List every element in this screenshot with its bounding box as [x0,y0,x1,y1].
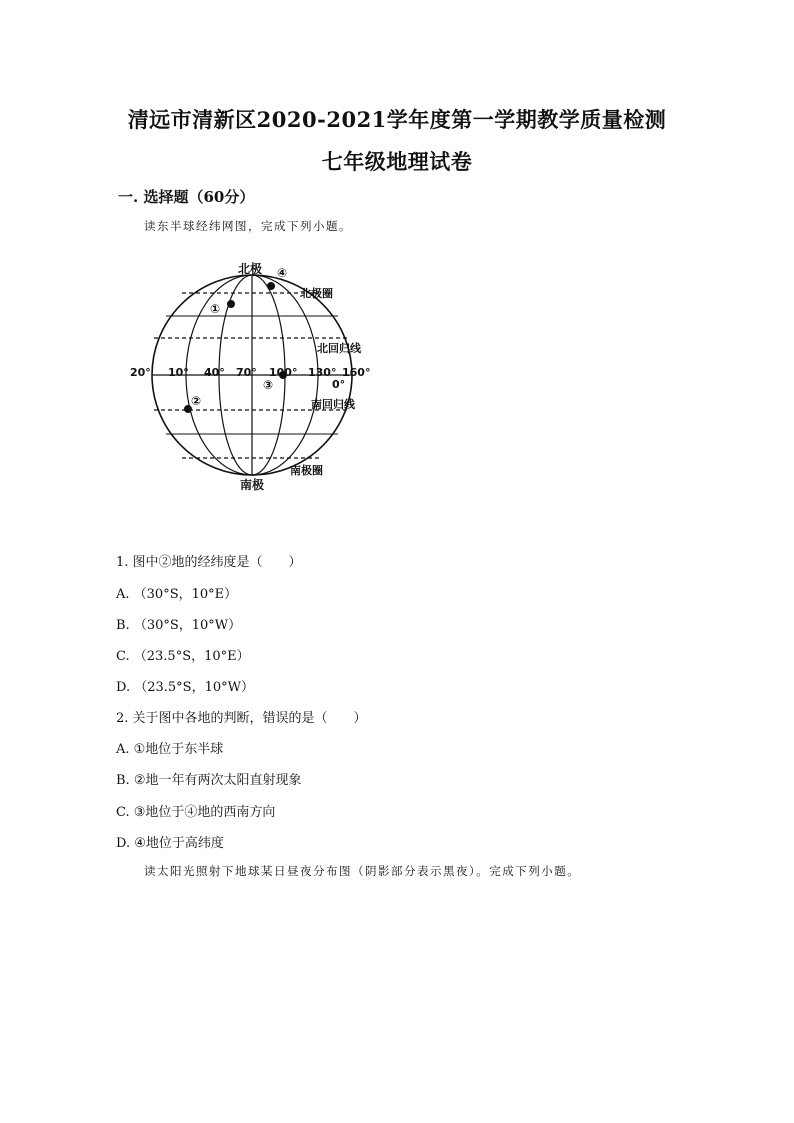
question-2-stem: 2. 关于图中各地的判断，错误的是（ ） [116,711,367,726]
question-1-option-d[interactable]: D. （23.5°S，10°W） [116,680,254,695]
question-2-option-c[interactable]: C. ③地位于④地的西南方向 [116,805,276,820]
lon-label: 100° [269,366,298,379]
marker-1-label: ① [210,302,221,316]
question-1-option-c[interactable]: C. （23.5°S，10°E） [116,649,250,664]
question-1-option-a[interactable]: A. （30°S，10°E） [116,587,238,602]
antarctic-circle-label: 南极圈 [290,464,323,477]
question-2-option-d[interactable]: D. ④地位于高纬度 [116,836,224,851]
second-figure-intro: 读太阳光照射下地球某日昼夜分布图（阴影部分表示黑夜）。完成下列小题。 [144,864,581,878]
lon-label: 70° [236,366,257,379]
exam-title: 清远市清新区2020-2021学年度第一学期教学质量检测 [127,107,667,132]
north-pole-label: 北极 [238,262,263,276]
section-heading: 一. 选择题（60分） [118,188,255,206]
question-1-option-b[interactable]: B. （30°S，10°W） [116,618,242,633]
south-pole-label: 南极 [240,478,265,492]
point-4 [267,282,275,290]
equator-label: 0° [332,378,346,391]
marker-4-label: ④ [277,266,288,280]
lon-label: 130° [308,366,337,379]
lon-label: 10° [168,366,189,379]
marker-3-label: ③ [263,378,274,392]
point-1 [227,300,235,308]
arctic-circle-label: 北极圈 [300,287,333,300]
exam-subtitle: 七年级地理试卷 [321,149,473,174]
question-2-option-a[interactable]: A. ①地位于东半球 [116,742,224,757]
figure-intro: 读东半球经纬网图，完成下列小题。 [144,219,352,233]
question-1-stem: 1. 图中②地的经纬度是（ ） [116,555,302,570]
graticule-svg [122,256,382,496]
tropic-capricorn-label: 南回归线 [311,398,355,411]
tropic-cancer-label: 北回归线 [317,342,361,355]
lon-label: 40° [204,366,225,379]
question-2-option-b[interactable]: B. ②地一年有两次太阳直射现象 [116,773,302,788]
marker-2-label: ② [191,394,202,408]
lon-label: 20° [130,366,151,379]
lon-label: 160° [342,366,371,379]
graticule-figure [122,256,382,496]
